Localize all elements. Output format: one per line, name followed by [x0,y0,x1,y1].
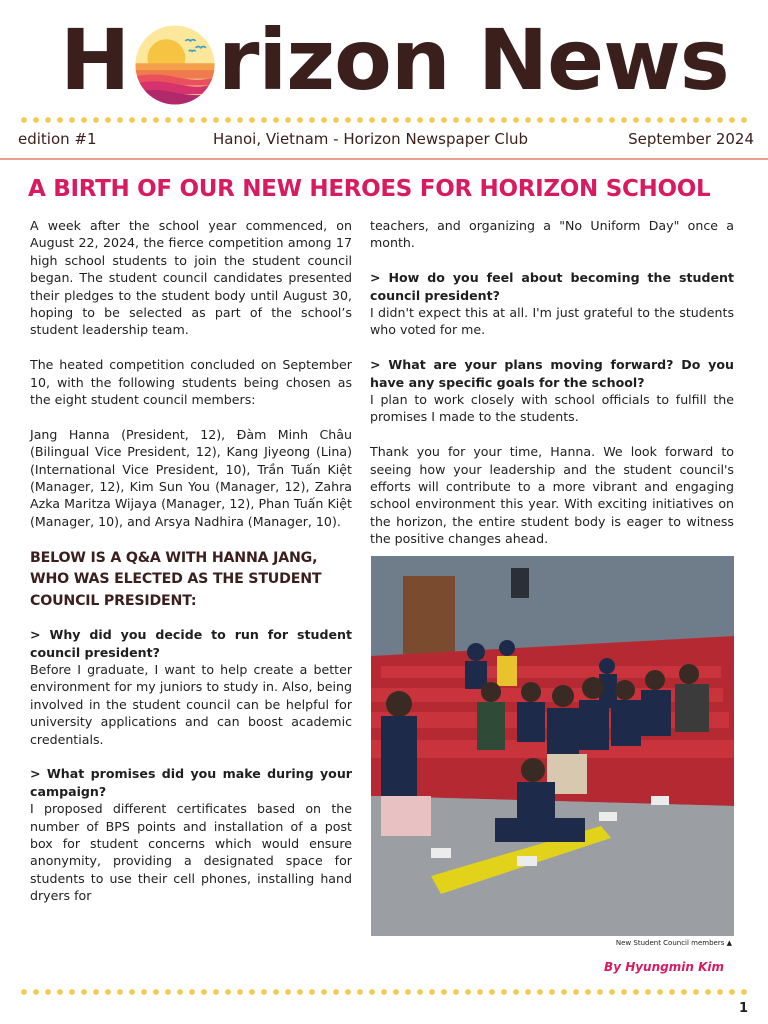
header-rule [0,158,768,160]
continued-answer: teachers, and organizing a "No Uniform Day" once a month. [370,218,734,251]
qa-answer: Before I graduate, I want to help create a better environment for my juniors to study in. Also, being involved in the student council can be helpful for university applications and can boost academic credentials. [30,661,352,747]
dotted-divider-bottom [18,988,750,996]
masthead-title-rest: rizon News [218,11,729,109]
sunset-sun-icon [132,22,218,108]
article-byline: By Hyungmin Kim [604,960,724,974]
photo-caption: New Student Council members ▲ [615,939,732,947]
edition-location: Hanoi, Vietnam - Horizon Newspaper Club [213,130,529,148]
dotted-divider-top [18,116,750,124]
qa-question: > What are your plans moving forward? Do you have any specific goals for the school? [370,357,734,390]
article-left-column [30,217,352,922]
qa-answer: I proposed different certificates based on the number of BPS points and installation of a post box for student concerns which would ensure anonymity, providing a designated space for students to use their cell phones, installing hand dryers for [30,801,352,904]
intro-paragraph: A week after the school year commenced, on August 22, 2024, the fierce competition among 17 high school students to join the student council began. The student council candidates presented their pledges to the student body until August 30, hoping to be selected as part of the school’s student leadership team. [30,218,352,338]
qa-heading: BELOW IS A Q&A WITH HANNA JANG, WHO WAS ELECTED AS THE STUDENT COUNCIL PRESIDENT: [30,549,322,609]
article-headline: A BIRTH OF OUR NEW HEROES FOR HORIZON SCHOOL [28,176,711,202]
student-council-photo [371,556,734,936]
article-right-column [370,217,734,565]
intro-paragraph: The heated competition concluded on September 10, with the following students being chosen as the eight student council members: [30,357,352,408]
edition-number: edition #1 [18,130,97,148]
closing-paragraph: Thank you for your time, Hanna. We look forward to seeing how your leadership and the student council's efforts will contribute to a more vibrant and engaging school environment this year. With exciting initiatives on the horizon, the entire student body is eager to witness the positive changes ahead. [370,444,734,547]
edition-bar [0,128,768,154]
intro-paragraph: Jang Hanna (President, 12), Đàm Minh Châu (Bilingual Vice President, 12), Kang Jiyeong (Lina) (International Vice President, 10), Trần Tuấn Kiệt (Manager, 12), Kim Sun You (Manager, 12), Zahra Azka Maritza Wijaya (Manager, 12), Phan Tuấn Kiệt (Manager, 10), and Arsya Nadhira (Manager, 10). [30,426,352,529]
page-number: 1 [738,1001,748,1016]
masthead-title-h: H [60,11,130,109]
qa-question: > How do you feel about becoming the student council president? [370,270,734,303]
qa-answer: I plan to work closely with school officials to fulfill the promises I made to the students. [370,392,734,425]
masthead [0,0,768,110]
qa-answer: I didn't expect this at all. I'm just grateful to the students who voted for me. [370,305,734,338]
edition-date: September 2024 [628,130,754,148]
qa-question: > Why did you decide to run for student council president? [30,627,352,660]
qa-question: > What promises did you make during your campaign? [30,766,352,799]
